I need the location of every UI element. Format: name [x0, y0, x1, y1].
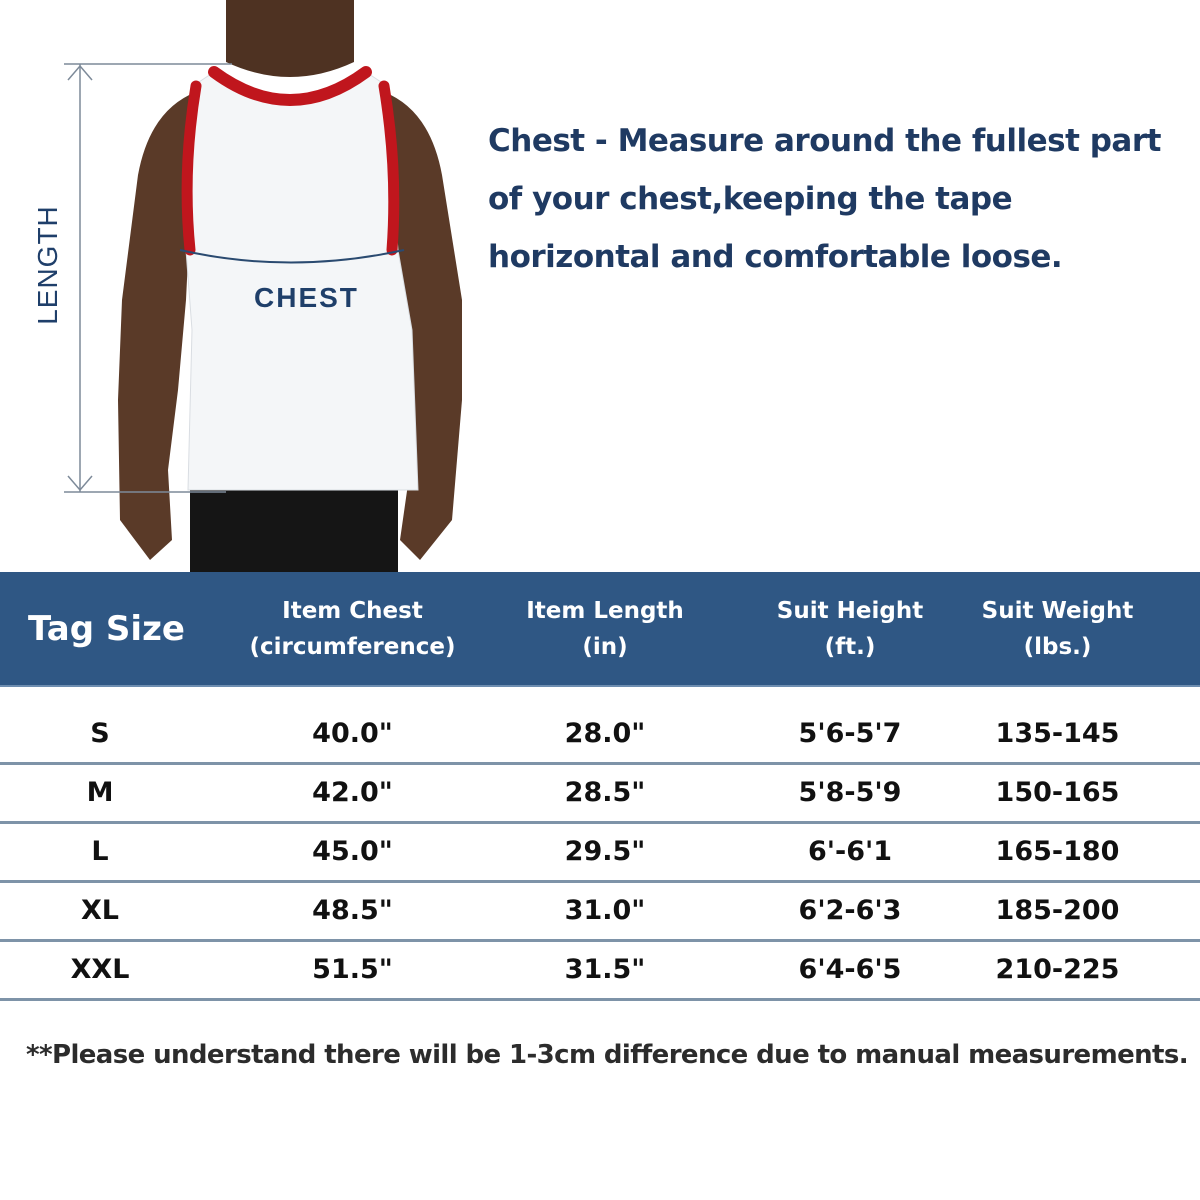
cell-item-chest: 48.5"	[312, 895, 393, 926]
cell-tag-size: M	[86, 777, 114, 808]
header-item-chest-line2: (circumference)	[249, 633, 456, 660]
cell-item-length: 31.0"	[564, 895, 646, 926]
length-label: LENGTH	[32, 205, 63, 325]
cell-item-length: 28.0"	[564, 718, 646, 749]
cell-item-chest: 42.0"	[312, 777, 393, 808]
table-row	[0, 942, 1200, 1001]
header-item-chest	[240, 572, 465, 685]
cell-suit-height: 6'4-6'5	[798, 954, 902, 985]
header-suit-weight-line2: (lbs.)	[1023, 633, 1092, 660]
cell-item-chest: 51.5"	[312, 954, 393, 985]
tank-top-model-illustration	[0, 0, 480, 572]
cell-tag-size: XL	[80, 895, 120, 926]
cell-suit-height: 5'6-5'7	[798, 718, 902, 749]
cell-item-length: 29.5"	[564, 836, 646, 867]
cell-suit-weight: 165-180	[995, 836, 1120, 867]
model-neck	[226, 0, 354, 77]
cell-item-length: 28.5"	[564, 777, 646, 808]
header-tag-size	[28, 572, 198, 685]
header-item-length	[500, 572, 710, 685]
header-suit-weight	[955, 572, 1160, 685]
cell-suit-weight: 150-165	[995, 777, 1120, 808]
chest-measure-instructions: Chest - Measure around the fullest part of your chest,keeping the tape horizontal and comfortable loose.	[488, 123, 1161, 275]
header-suit-height-line2: (ft.)	[824, 633, 876, 660]
size-table-body	[0, 706, 1200, 1001]
model-shorts	[190, 488, 398, 572]
cell-tag-size: XXL	[70, 954, 130, 985]
header-item-length-line1: Item Length	[526, 597, 684, 624]
cell-suit-weight: 210-225	[995, 954, 1120, 985]
cell-item-length: 31.5"	[564, 954, 646, 985]
size-table-header	[0, 572, 1200, 687]
cell-suit-height: 6'2-6'3	[798, 895, 902, 926]
cell-suit-weight: 185-200	[995, 895, 1120, 926]
cell-item-chest: 40.0"	[312, 718, 393, 749]
header-tag-size-label: Tag Size	[28, 608, 185, 649]
chest-label: CHEST	[254, 282, 359, 313]
table-row	[0, 706, 1200, 765]
header-suit-weight-line1: Suit Weight	[981, 597, 1134, 624]
tank-top-body	[186, 72, 418, 490]
cell-tag-size: S	[90, 718, 110, 749]
cell-item-chest: 45.0"	[312, 836, 393, 867]
header-item-length-line2: (in)	[582, 633, 628, 660]
header-suit-height-line1: Suit Height	[776, 597, 924, 624]
table-row	[0, 883, 1200, 942]
table-row	[0, 824, 1200, 883]
cell-suit-height: 6'-6'1	[807, 836, 893, 867]
header-item-chest-line1: Item Chest	[282, 597, 423, 624]
table-row	[0, 765, 1200, 824]
cell-suit-height: 5'8-5'9	[798, 777, 902, 808]
cell-suit-weight: 135-145	[995, 718, 1120, 749]
measurement-disclaimer: **Please understand there will be 1-3cm difference due to manual measurements.	[26, 1040, 1189, 1070]
product-figure	[0, 0, 480, 572]
header-suit-height	[745, 572, 955, 685]
cell-tag-size: L	[91, 836, 109, 867]
